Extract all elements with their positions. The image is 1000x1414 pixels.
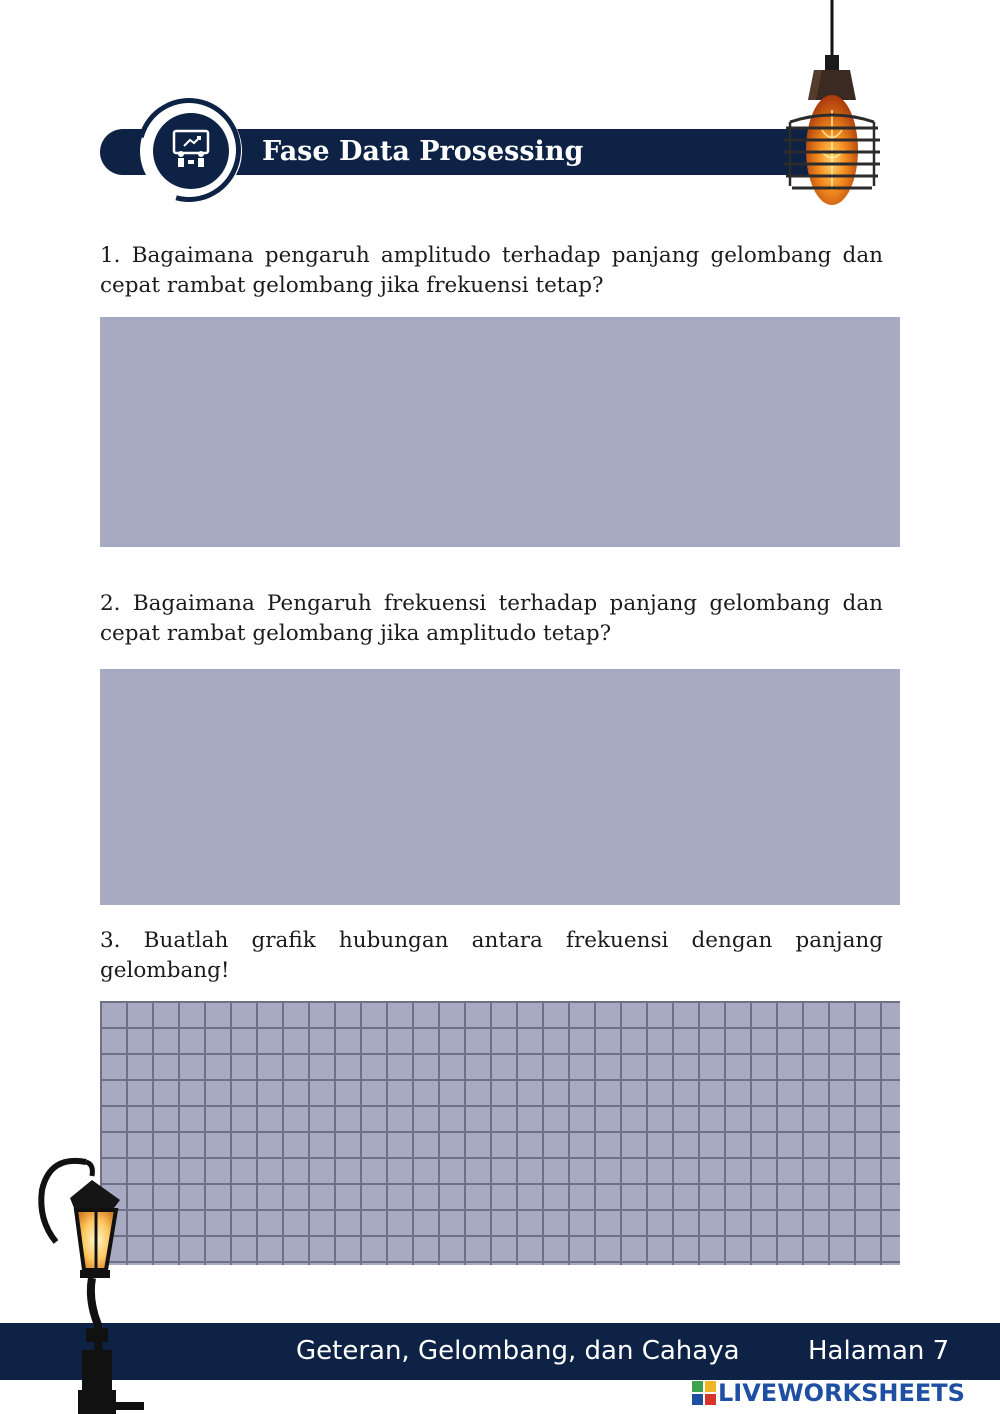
answer-box-2[interactable]: [100, 669, 900, 905]
graph-grid-area[interactable]: [100, 1001, 900, 1265]
presentation-icon: [170, 128, 212, 170]
question-1: 1. Bagaimana pengaruh amplitudo terhadap panjang gelombang dan cepat rambat gelombang jika frekuensi tetap?: [100, 243, 883, 298]
liveworksheets-logo-icon: [692, 1381, 716, 1405]
question-2: 2. Bagaimana Pengaruh frekuensi terhadap panjang gelombang dan cepat rambat gelombang jika amplitudo tetap?: [100, 591, 883, 646]
pendant-lamp-icon: [770, 0, 900, 215]
page-title: Fase Data Prosessing: [262, 136, 584, 167]
answer-box-1[interactable]: [100, 317, 900, 547]
page-number: Halaman 7: [808, 1336, 950, 1366]
liveworksheets-brand: LIVEWORKSHEETS: [718, 1379, 965, 1407]
street-lamp-icon: [30, 1150, 150, 1414]
liveworksheets-logo: [692, 1378, 992, 1408]
question-3: 3. Buatlah grafik hubungan antara frekuensi dengan panjang gelombang!: [100, 928, 883, 983]
footer-title: Geteran, Gelombang, dan Cahaya: [296, 1336, 740, 1366]
